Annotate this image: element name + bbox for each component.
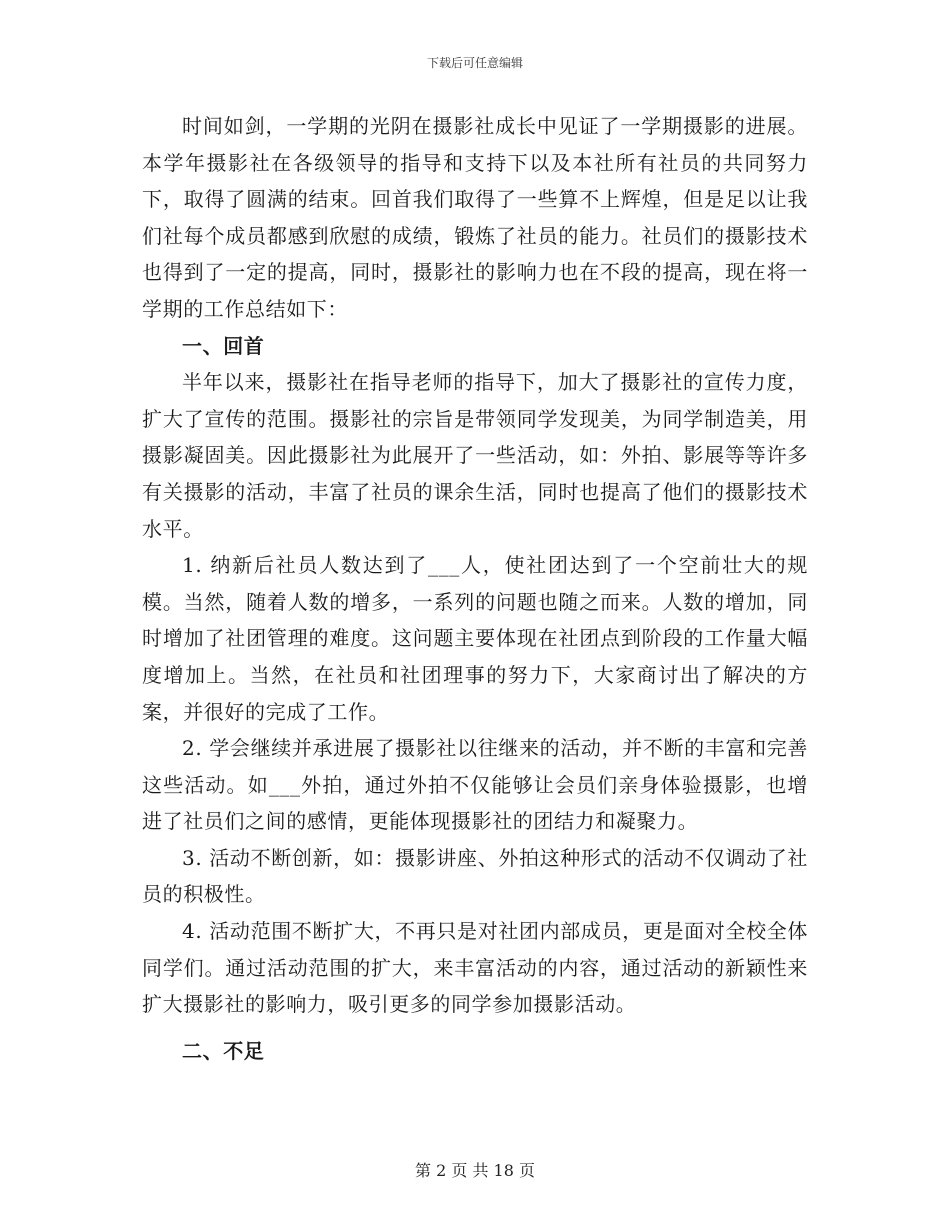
page-header-note: 下载后可任意编辑 [426, 56, 523, 70]
list-item-2: 2. 学会继续并承进展了摄影社以往继来的活动，并不断的丰富和完善这些活动。如___外拍，通过外拍不仅能够让会员们亲身体验摄影，也增进了社员们之间的感情，更能体现摄影社的团结力和凝聚力。 [142, 736, 808, 834]
list-item-1: 1. 纳新后社员人数达到了___人，使社团达到了一个空前壮大的规模。当然，随着人数的增多，一系列的问题也随之而来。人数的增加，同时增加了社团管理的难度。这问题主要体现在社团点到阶段的工作量大幅度增加上。当然，在社员和社团理事的努力下，大家商讨出了解决的方案，并很好的完成了工作。 [142, 553, 808, 724]
section1-intro-paragraph: 半年以来，摄影社在指导老师的指导下，加大了摄影社的宣传力度，扩大了宣传的范围。摄影社的宗旨是带领同学发现美，为同学制造美，用摄影凝固美。因此摄影社为此展开了一些活动，如：外拍、影展等等许多有关摄影的活动，丰富了社员的课余生活，同时也提高了他们的摄影技术水平。 [142, 370, 808, 541]
intro-paragraph: 时间如剑，一学期的光阴在摄影社成长中见证了一学期摄影的进展。本学年摄影社在各级领导的指导和支持下以及本社所有社员的共同努力下，取得了圆满的结束。回首我们取得了一些算不上辉煌，但是足以让我们社每个成员都感到欣慰的成绩，锻炼了社员的能力。社员们的摄影技术也得到了一定的提高，同时，摄影社的影响力也在不段的提高，现在将一学期的工作总结如下： [142, 114, 808, 321]
list-item-3: 3. 活动不断创新，如：摄影讲座、外拍这种形式的活动不仅调动了社员的积极性。 [142, 845, 808, 907]
section-heading-review: 一、回首 [182, 333, 265, 358]
section-heading-shortcomings: 二、不足 [182, 1038, 265, 1063]
document-body [142, 108, 808, 1069]
list-item-4: 4. 活动范围不断扩大，不再只是对社团内部成员，更是面对全校全体同学们。通过活动范围的扩大，来丰富活动的内容，通过活动的新颖性来扩大摄影社的影响力，吸引更多的同学参加摄影活动。 [142, 919, 808, 1017]
page-number: 第 2 页 共 18 页 [415, 1161, 535, 1180]
